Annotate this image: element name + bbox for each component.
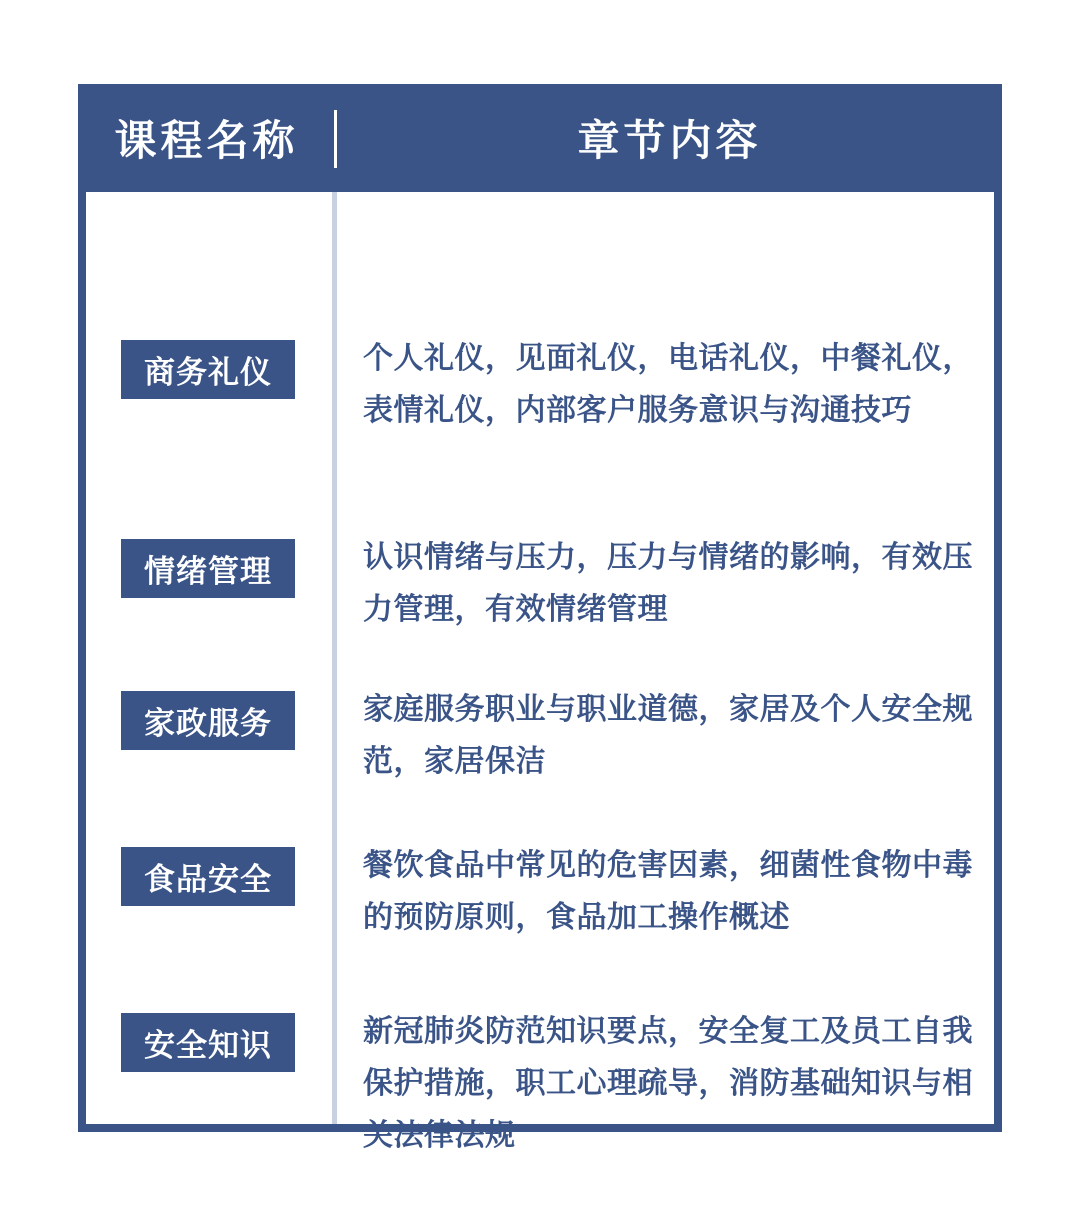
course-badge-safety-knowledge: 安全知识 [121,1013,295,1072]
course-badge-emotion-management: 情绪管理 [121,539,295,598]
course-content-safety-knowledge: 新冠肺炎防范知识要点，安全复工及员工自我保护措施，职工心理疏导，消防基础知识与相关法律法规 [363,1014,973,1153]
course-content-business-etiquette: 个人礼仪，见面礼仪，电话礼仪，中餐礼仪，表情礼仪，内部客户服务意识与沟通技巧 [363,341,973,428]
header-course-name: 课程名称 [114,116,299,165]
table-body [86,192,994,1153]
course-content-emotion-management: 认识情绪与压力，压力与情绪的影响，有效压力管理，有效情绪管理 [363,540,973,627]
course-badge-food-safety: 食品安全 [121,847,295,906]
table-header [78,84,1002,192]
header-chapter-content: 章节内容 [577,116,762,165]
course-content-food-safety: 餐饮食品中常见的危害因素，细菌性食物中毒的预防原则，食品加工操作概述 [363,848,973,935]
course-badge-business-etiquette: 商务礼仪 [121,340,295,399]
course-table [78,84,1002,1153]
column-divider [332,192,337,1124]
course-content-housekeeping: 家庭服务职业与职业道德，家居及个人安全规范，家居保洁 [363,692,973,779]
course-badge-housekeeping: 家政服务 [121,691,295,750]
